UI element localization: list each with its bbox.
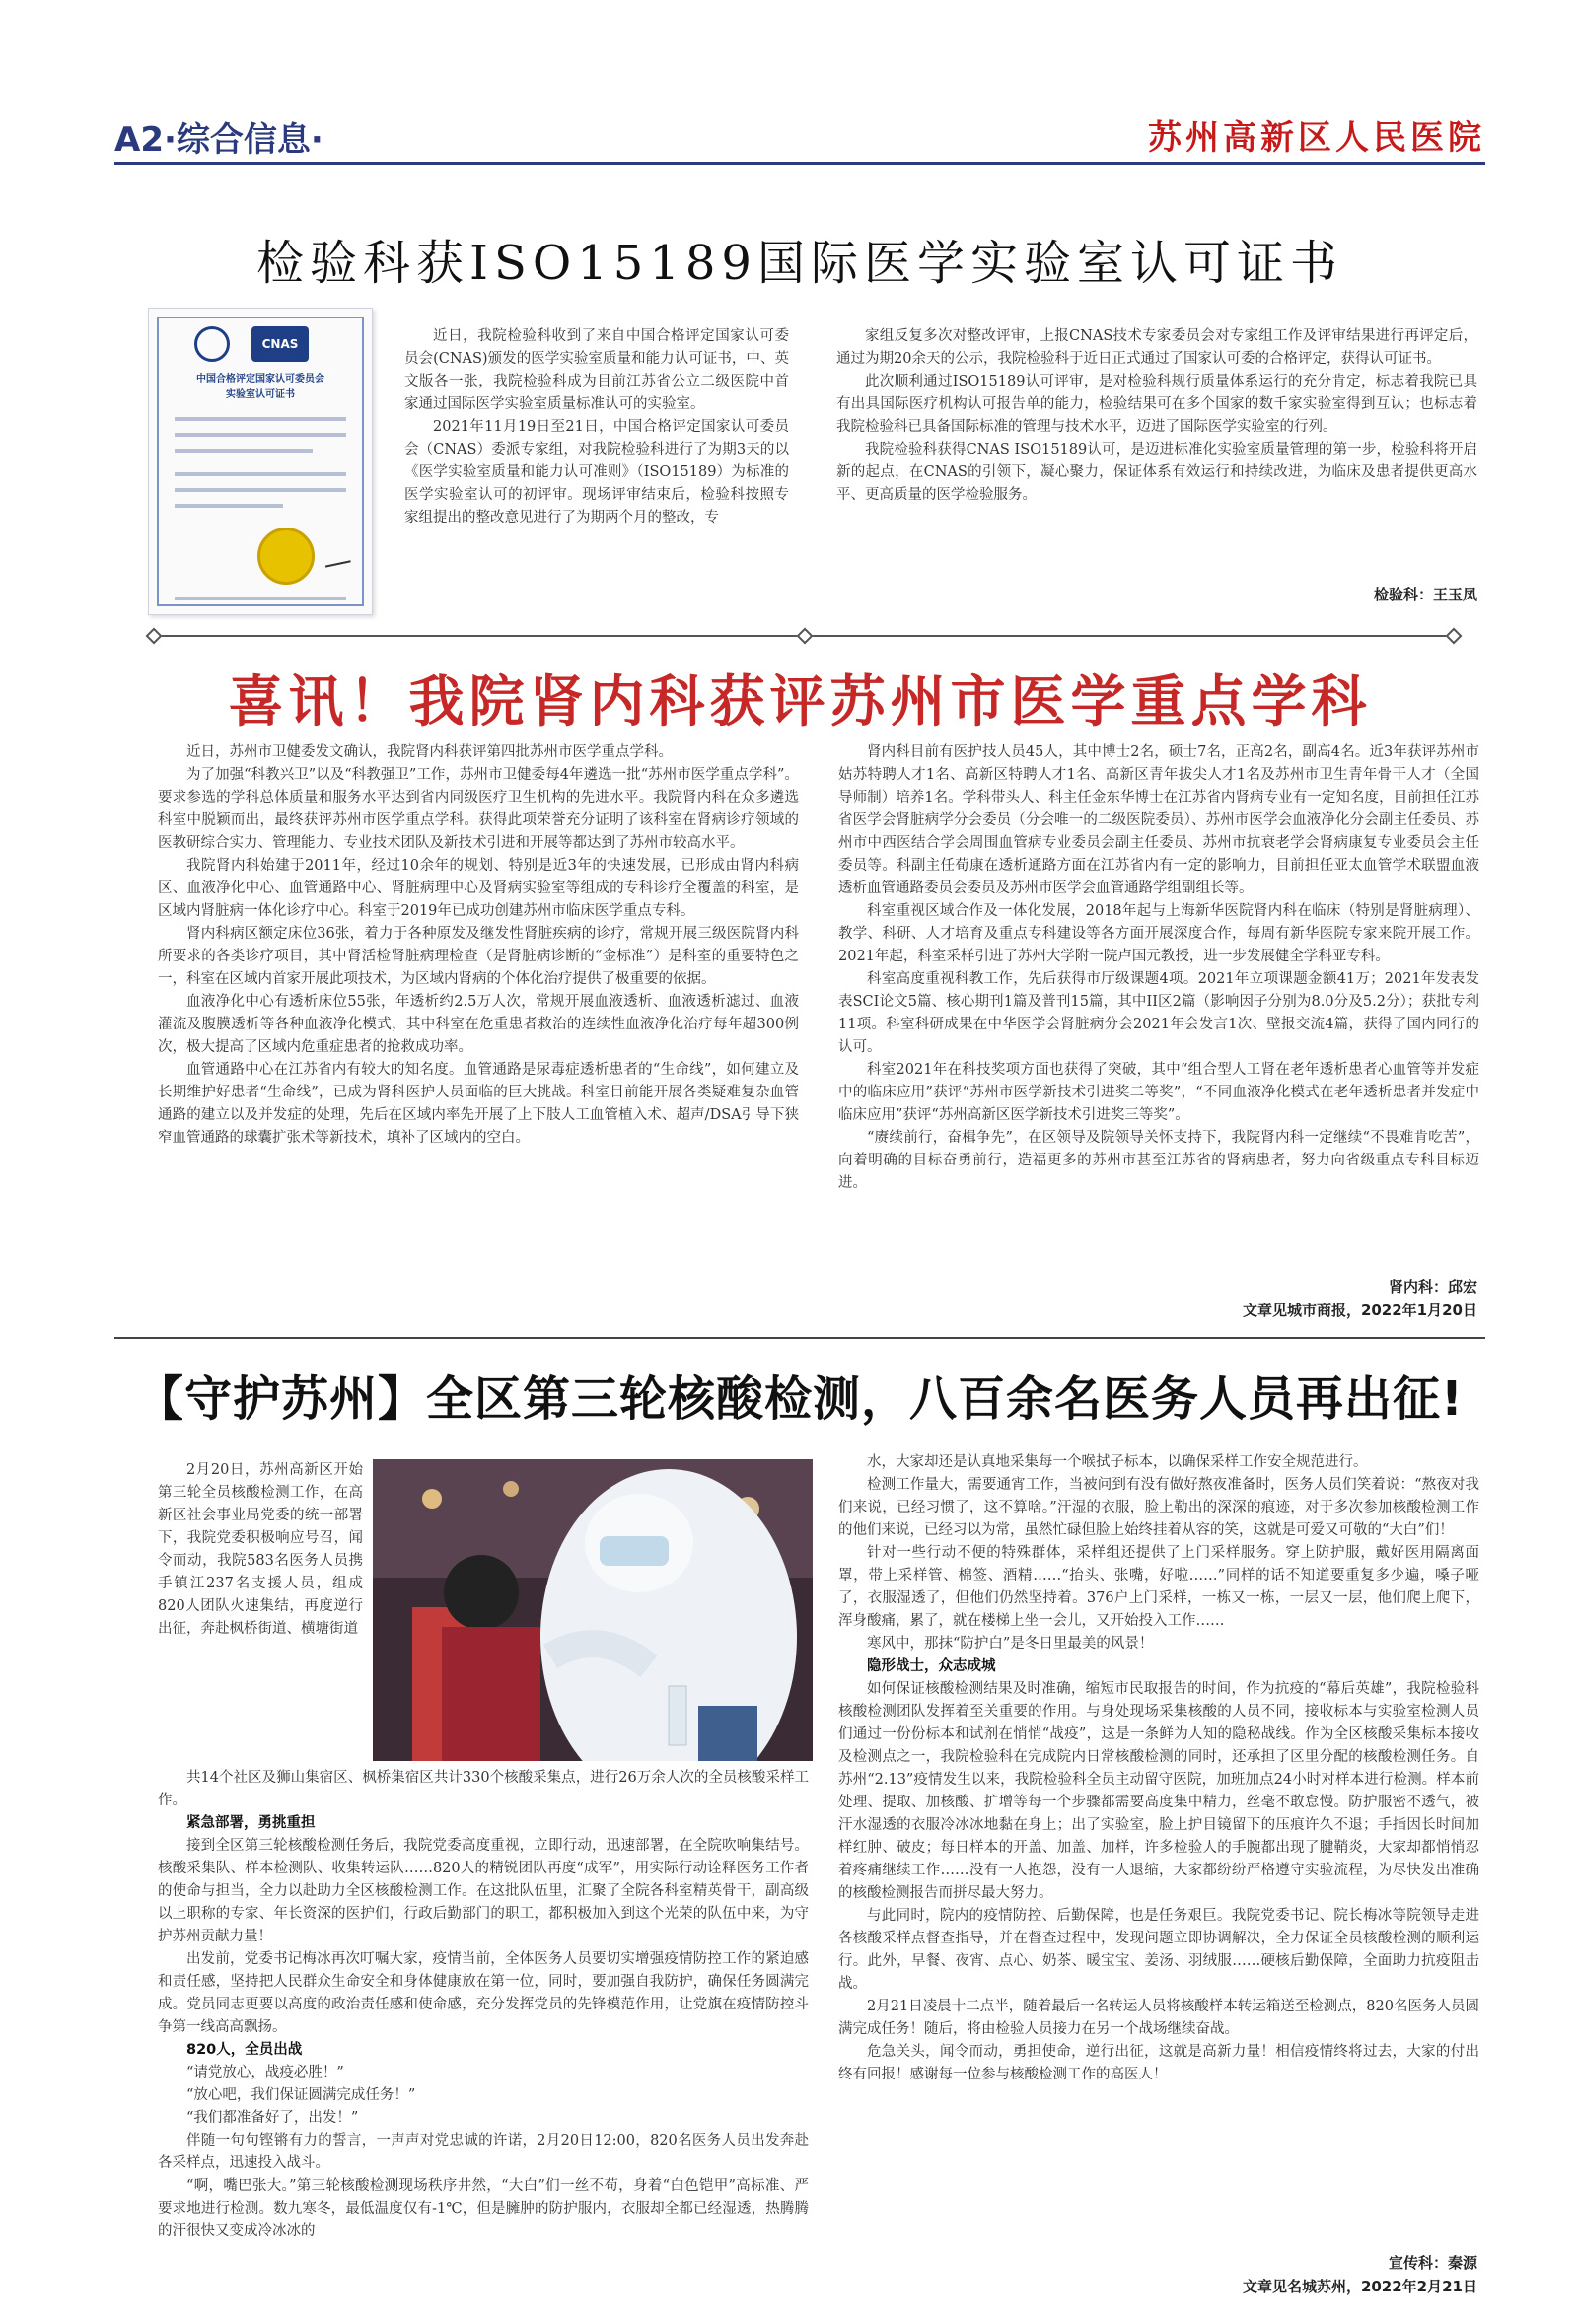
paragraph: 血管通路中心在江苏省内有较大的知名度。血管通路是尿毒症透析患者的“生命线”，如何建立及长期维护好患者“生命线”，已成为肾科医护人员面临的巨大挑战。科室目前能开展各类疑难复杂血管通路的建立以及并发症的处理，先后在区域内率先开展了上下肢人工血管植入术、超声/DSA引导下狭窄血管通路的球囊扩张术等新技术，填补了区域内的空白。: [158, 1062, 799, 1146]
article3-col1: [158, 1767, 809, 2299]
article3-title: 【守护苏州】全区第三轮核酸检测，八百余名医务人员再出征!: [136, 1372, 1464, 1427]
paragraph: 肾内科病区额定床位36张，着力于各种原发及继发性肾脏疾病的诊疗，常规开展三级医院肾内科所要求的各类诊疗项目，其中肾活检肾脏病理检查（是肾脏病诊断的“金标准”）是科室的重要特色之一，科室在区域内首家开展此项技术，为区域内肾病的个体化治疗提供了极重要的依据。: [158, 926, 799, 987]
subheading: 紧急部署，勇挑重担: [186, 1815, 316, 1831]
paragraph: “啊，嘴巴张大。”第三轮核酸检测现场秩序井然，“大白”们一丝不苟，身着“白色铠甲”高标准、严要求地进行检测。数九寒冬，最低温度仅有-1℃，但是臃肿的防护服内，衣服却全都已经湿透，热腾腾的汗很快又变成冷冰冰的: [158, 2178, 809, 2239]
paragraph: 针对一些行动不便的特殊群体，采样组还提供了上门采样服务。穿上防护服，戴好医用隔离面罩，带上采样管、棉签、酒精……“抬头、张嘴，好啦……”同样的话不知道要重复多少遍，嗓子哑了，衣服湿透了，但他们仍然坚持着。376户上门采样，一栋又一栋，一层又一层，他们爬上爬下，浑身酸痛，累了，就在楼梯上坐一会儿，又开始投入工作……: [838, 1545, 1479, 1629]
article2-source: 文章见城市商报，2022年1月20日: [1242, 1302, 1477, 1319]
paragraph: 为了加强“科教兴卫”以及“科教强卫”工作，苏州市卫健委每4年遴选一批“苏州市医学重点学科”。要求参选的学科总体质量和服务水平达到省内同级医疗卫生机构的先进水平。我院肾内科在众多遴选科室中脱颖而出，最终获评苏州市医学重点学科。获得此项荣誉充分证明了该科室在肾病诊疗领域的医教研综合实力、管理能力、专业技术团队及新技术引进和开展等都达到了苏州市较高水平。: [158, 767, 799, 851]
article2-col1: [158, 741, 799, 1311]
cnas-logo: CNAS: [251, 326, 309, 362]
article1-col2: [836, 325, 1477, 578]
certificate-text-line: [175, 433, 346, 437]
cnas-emblem-icon: [194, 326, 230, 362]
certificate-org: 中国合格评定国家认可委员会: [196, 374, 324, 385]
certificate-text-line: [175, 472, 346, 476]
paragraph: 家组反复多次对整改评审，上报CNAS技术专家委员会对专家组工作及评审结果进行再评定后，通过为期20余天的公示，我院检验科于近日正式通过了国家认可委的合格评定，获得认可证书。: [836, 328, 1477, 367]
paragraph: 检测工作量大，需要通宵工作，当被问到有没有做好熬夜准备时，医务人员们笑着说：“熬夜对我们来说，已经习惯了，这不算啥。”汗湿的衣服，脸上勒出的深深的痕迹，对于多次参加核酸检测工作的他们来说，已经习以为常，虽然忙碌但脸上始终挂着从容的笑，这就是可爱又可敬的“大白”们！: [838, 1477, 1479, 1538]
page-tag: A2·综合信息·: [114, 120, 323, 160]
subheading: 820人，全员出战: [186, 2042, 303, 2058]
certificate-doc-title: 实验室认可证书: [226, 389, 295, 400]
quote-line: “我们都准备好了，出发！”: [186, 2110, 359, 2126]
photo-illustration: [373, 1459, 813, 1761]
certificate-text-line: [175, 488, 346, 492]
article3-source: 文章见名城苏州，2022年2月21日: [1242, 2278, 1477, 2295]
article1-col1: [404, 325, 789, 601]
paragraph: 共14个社区及狮山集宿区、枫桥集宿区共计330个核酸采集点，进行26万余人次的全员核酸采样工作。: [158, 1770, 809, 1808]
paragraph: 2月20日，苏州高新区开始第三轮全员核酸检测工作，在高新区社会事业局党委的统一部署下，我院党委积极响应号召，闻令而动，我院583名医务人员携手镇江237名支援人员，组成820人团队火速集结，再度逆行出征，奔赴枫桥街道、横塘街道: [158, 1462, 363, 1637]
article2-title: 喜讯！我院肾内科获评苏州市医学重点学科: [228, 669, 1372, 735]
article2-byline: 肾内科：邱宏: [1388, 1278, 1477, 1296]
article3-col1-narrow: [158, 1459, 363, 1765]
paragraph: 伴随一句句铿锵有力的誓言，一声声对党忠诚的许诺，2月20日12:00，820名医务人员出发奔赴各采样点，迅速投入战斗。: [158, 2133, 809, 2171]
paragraph: “赓续前行，奋楫争先”，在区领导及院领导关怀支持下，我院肾内科一定继续“不畏难肯吃苦”，向着明确的目标奋勇前行，造福更多的苏州市甚至江苏省的肾病患者，努力向省级重点专科目标迈进。: [838, 1130, 1479, 1191]
paragraph: 肾内科目前有医护技人员45人，其中博士2名，硕士7名，正高2名，副高4名。近3年获评苏州市姑苏特聘人才1名、高新区特聘人才1名、高新区青年拔尖人才1名及苏州市卫生青年骨干人才（全国导师制）培养1名。学科带头人、科主任金东华博士在江苏省内肾病专业有一定知名度，目前担任江苏省医学会肾脏病学分会委员（分会唯一的二级医院委员）、苏州市医学会血液净化分会副主任委员、苏州市中西医结合学会周围血管病专业委员会副主任委员、苏州市抗衰老学会肾病康复专业委员会主任委员等。科副主任荀康在透析通路方面在江苏省内有一定的影响力，目前担任亚太血管学术联盟血液透析血管通路委员会委员及苏州市医学会血管通路学组副组长等。: [838, 744, 1479, 896]
article3-byline: 宣传科：秦源: [1388, 2254, 1477, 2272]
paragraph: 危急关头，闻令而动，勇担使命，逆行出征，这就是高新力量！相信疫情终将过去，大家的付出终有回报！感谢每一位参与核酸检测工作的高医人！: [838, 2044, 1479, 2082]
paragraph: 科室高度重视科教工作，先后获得市厅级课题4项。2021年立项课题金额41万；2021年发表发表SCI论文5篇、核心期刊1篇及普刊15篇，其中II区2篇（影响因子分别为8.0分及5.2分）；获批专利11项。科室科研成果在中华医学会肾脏病分会2021年会发言1次、壁报交流4篇，获得了国内同行的认可。: [838, 971, 1479, 1055]
paragraph: 我院检验科获得CNAS ISO15189认可，是迈进标准化实验室质量管理的第一步，检验科将开启新的起点，在CNAS的引领下，凝心聚力，保证体系有效运行和持续改进，为临床及患者提供更高水平、更高质量的医学检验服务。: [836, 442, 1477, 503]
article1-byline: 检验科：王玉凤: [1373, 586, 1477, 603]
article1-title: 检验科获ISO15189国际医学实验室认可证书: [256, 236, 1343, 291]
certificate-text-line: [175, 449, 313, 453]
paragraph: 2月21日凌晨十二点半，随着最后一名转运人员将核酸样本转运箱送至检测点，820名医务人员圆满完成任务！随后，将由检验人员接力在另一个战场继续奋战。: [838, 1999, 1479, 2037]
certificate-text-line: [175, 417, 346, 421]
quote-line: “放心吧，我们保证圆满完成任务！”: [186, 2087, 416, 2103]
subheading: 隐形战士，众志成城: [867, 1658, 996, 1674]
certificate-image: [148, 308, 373, 615]
masthead-rule: [114, 162, 1485, 165]
paragraph: 水，大家却还是认真地采集每一个喉拭子标本，以确保采样工作安全规范进行。: [867, 1454, 1368, 1470]
paragraph: 接到全区第三轮核酸检测任务后，我院党委高度重视，立即行动，迅速部署，在全院吹响集结号。核酸采集队、样本检测队、收集转运队……820人的精锐团队再度“成军”，用实际行动诠释医务工作者的使命与担当，全力以赴助力全区核酸检测工作。在这批队伍里，汇聚了全院各科室精英骨干，副高级以上职称的专家、年长资深的医护们，行政后勤部门的职工，都积极加入到这个光荣的队伍中来，为守护苏州贡献力量！: [158, 1838, 809, 1944]
certificate-text-line: [175, 504, 283, 508]
paragraph: 近日，我院检验科收到了来自中国合格评定国家认可委员会(CNAS)颁发的医学实验室质量和能力认可证书，中、英文版各一张，我院检验科成为目前江苏省公立二级医院中首家通过国际医学实验室质量标准认可的实验室。: [404, 328, 789, 412]
masthead: [114, 103, 1485, 162]
paragraph: 出发前，党委书记梅冰再次叮嘱大家，疫情当前，全体医务人员要切实增强疫情防控工作的紧迫感和责任感，坚持把人民群众生命安全和身体健康放在第一位，同时，要加强自我防护，确保任务圆满完成。党员同志更要以高度的政治责任感和使命感，充分发挥党员的先锋模范作用，让党旗在疫情防控斗争第一线高高飘扬。: [158, 1951, 809, 2035]
paper-name: 苏州高新区人民医院: [1148, 118, 1485, 158]
paragraph: 科室重视区域合作及一体化发展，2018年起与上海新华医院肾内科在临床（特别是肾脏病理）、教学、科研、人才培育及重点专科建设等各方面开展深度合作，每周有新华医院专家来院开展工作。2021年起，科室采样引进了苏州大学附一院卢国元教授，进一步发展健全学科亚专科。: [838, 903, 1479, 964]
paragraph: 如何保证核酸检测结果及时准确，缩短市民取报告的时间，作为抗疫的“幕后英雄”，我院检验科核酸检测团队发挥着至关重要的作用。与身处现场采集核酸的人员不同，接收标本与实验室检测人员们通过一份份标本和试剂在悄悄“战疫”，这是一条鲜为人知的隐秘战线。作为全区核酸采集标本接收及检测点之一，我院检验科在完成院内日常核酸检测的同时，还承担了区里分配的核酸检测任务。自苏州“2.13”疫情发生以来，我院检验科全员主动留守医院，加班加点24小时对样本进行检测。样本前处理、提取、加核酸、扩增等每一个步骤都需要高度集中精力，丝毫不敢怠慢。防护服密不透气，被汗水湿透的衣服冷冰冰地黏在身上；出了实验室，脸上护目镜留下的压痕许久不退；手指因长时间加样红肿、破皮；每日样本的开盖、加盖、加样，许多检验人的手腕都出现了腱鞘炎，大家却都悄悄忍着疼痛继续工作……没有一人抱怨，没有一人退缩，大家都纷纷严格遵守实验流程，为尽快发出准确的核酸检测报告而拼尽最大努力。: [838, 1681, 1479, 1901]
paragraph: 我院肾内科始建于2011年，经过10余年的规划、特别是近3年的快速发展，已形成由肾内科病区、血液净化中心、血管通路中心、肾脏病理中心及肾病实验室等组成的专科诊疗全覆盖的科室，是区域内肾脏病一体化诊疗中心。科室于2019年已成功创建苏州市临床医学重点专科。: [158, 858, 799, 919]
article3-col2: [838, 1451, 1479, 2248]
paragraph: 血液净化中心有透析床位55张，年透析约2.5万人次，常规开展血液透析、血液透析滤过、血液灌流及腹膜透析等各种血液净化模式，其中科室在危重患者救治的连续性血液净化治疗每年超300例次，极大提高了区域内危重症患者的抢救成功率。: [158, 994, 799, 1055]
paragraph: 科室2021年在科技奖项方面也获得了突破，其中“组合型人工肾在老年透析患者心血管等并发症中的临床应用”获评“苏州市医学新技术引进奖二等奖”，“不同血液净化模式在老年透析患者并发症中临床应用”获评“苏州高新区医学新技术引进奖三等奖”。: [838, 1062, 1479, 1123]
certificate-text-line: [175, 597, 346, 600]
paragraph: 2021年11月19日至21日，中国合格评定国家认可委员会（CNAS）委派专家组，对我院检验科进行了为期3天的以《医学实验室质量和能力认可准则》（ISO15189）为标准的医学实验室认可的初评审。现场评审结束后，检验科按照专家组提出的整改意见进行了为期两个月的整改，专: [404, 419, 789, 526]
certificate-seal: [257, 528, 315, 585]
quote-line: “请党放心，战疫必胜！”: [186, 2065, 344, 2080]
section-divider: [148, 629, 1460, 643]
section-rule: [114, 1337, 1485, 1339]
paragraph: 此次顺利通过ISO15189认可评审，是对检验科规行质量体系运行的充分肯定，标志着我院已具有出具国际医疗机构认可报告单的能力，检验结果可在多个国家的数千家实验室得到互认；也标志着我院检验科已具备国际标准的管理与技术水平，迈进了国际医学实验室的行列。: [836, 374, 1477, 435]
paragraph: 寒风中，那抹“防护白”是冬日里最美的风景！: [867, 1636, 1154, 1652]
paragraph: 与此同时，院内的疫情防控、后勤保障，也是任务艰巨。我院党委书记、院长梅冰等院领导走进各核酸采样点督查指导，并在督查过程中，发现问题立即协调解决，全力保证全员核酸检测的顺利运行。此外，早餐、夜宵、点心、奶茶、暖宝宝、姜汤、羽绒服……硬核后勤保障，全面助力抗疫阻击战。: [838, 1908, 1479, 1992]
covid-testing-photo: [373, 1459, 813, 1761]
paragraph: 近日，苏州市卫健委发文确认，我院肾内科获评第四批苏州市医学重点学科。: [186, 744, 673, 760]
certificate-title: [149, 372, 372, 403]
article2-col2: [838, 741, 1479, 1270]
